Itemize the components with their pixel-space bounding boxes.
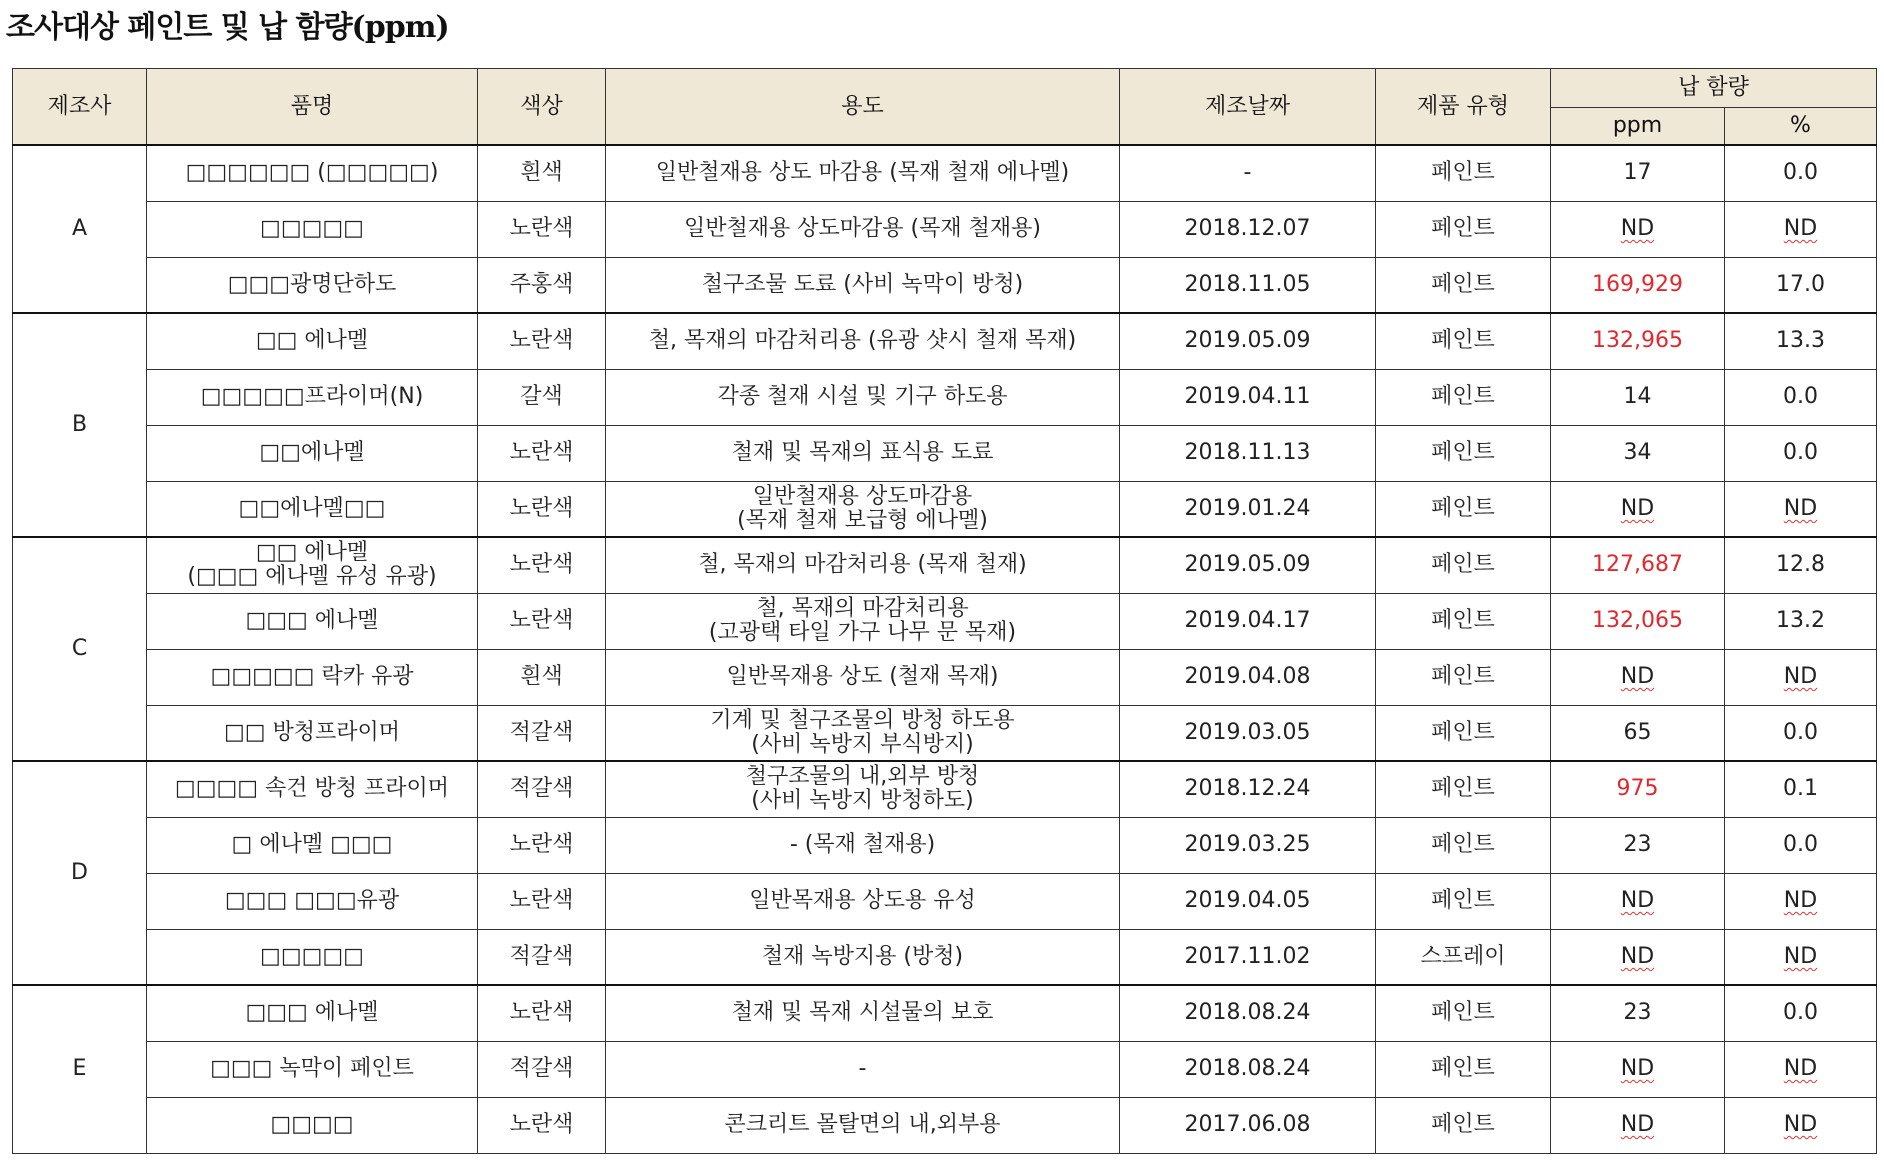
type-cell: 페인트 — [1376, 257, 1551, 313]
color-cell: 노란색 — [478, 425, 606, 481]
header-ppm: ppm — [1551, 108, 1725, 146]
date-cell: 2019.03.05 — [1120, 705, 1376, 761]
date-cell: 2019.03.25 — [1120, 817, 1376, 873]
date-cell: 2018.08.24 — [1120, 1041, 1376, 1097]
pct-cell: 0.1 — [1725, 761, 1877, 817]
table-row — [13, 1041, 1877, 1097]
type-cell: 페인트 — [1376, 201, 1551, 257]
date-cell: 2018.11.13 — [1120, 425, 1376, 481]
header-product: 품명 — [147, 69, 478, 146]
date-cell: 2018.12.24 — [1120, 761, 1376, 817]
table-row — [13, 593, 1877, 649]
table-header — [13, 69, 1877, 146]
ppm-cell: 65 — [1551, 705, 1725, 761]
product-cell: □□□□□□ (□□□□□) — [147, 145, 478, 201]
table-row — [13, 145, 1877, 201]
product-cell: □□ 에나멜 (□□□ 에나멜 유성 유광) — [147, 537, 478, 593]
type-cell: 페인트 — [1376, 593, 1551, 649]
ppm-cell: ND — [1551, 1097, 1725, 1153]
ppm-cell: 17 — [1551, 145, 1725, 201]
product-cell: □□에나멜 — [147, 425, 478, 481]
maker-cell: A — [13, 145, 147, 313]
color-cell: 적갈색 — [478, 705, 606, 761]
maker-cell: E — [13, 985, 147, 1153]
ppm-cell: ND — [1551, 929, 1725, 985]
product-cell: □□□□□프라이머(N) — [147, 369, 478, 425]
color-cell: 적갈색 — [478, 929, 606, 985]
product-cell: □□□□ 속건 방청 프라이머 — [147, 761, 478, 817]
product-cell: □□□□ — [147, 1097, 478, 1153]
type-cell: 페인트 — [1376, 1041, 1551, 1097]
product-cell: □□ 에나멜 — [147, 313, 478, 369]
table-row — [13, 761, 1877, 817]
use-cell: 철재 및 목재 시설물의 보호 — [606, 985, 1120, 1041]
ppm-cell: 169,929 — [1551, 257, 1725, 313]
type-cell: 페인트 — [1376, 425, 1551, 481]
ppm-cell: 975 — [1551, 761, 1725, 817]
pct-cell: 0.0 — [1725, 817, 1877, 873]
color-cell: 노란색 — [478, 985, 606, 1041]
header-pct: % — [1725, 108, 1877, 146]
table-row — [13, 705, 1877, 761]
date-cell: 2017.06.08 — [1120, 1097, 1376, 1153]
color-cell: 노란색 — [478, 313, 606, 369]
use-cell: - (목재 철재용) — [606, 817, 1120, 873]
type-cell: 페인트 — [1376, 649, 1551, 705]
table-row — [13, 313, 1877, 369]
pct-cell: ND — [1725, 1097, 1877, 1153]
type-cell: 페인트 — [1376, 369, 1551, 425]
header-type: 제품 유형 — [1376, 69, 1551, 146]
pct-cell: 12.8 — [1725, 537, 1877, 593]
type-cell: 페인트 — [1376, 1097, 1551, 1153]
pct-cell: 0.0 — [1725, 705, 1877, 761]
color-cell: 갈색 — [478, 369, 606, 425]
ppm-cell: 23 — [1551, 985, 1725, 1041]
ppm-cell: 23 — [1551, 817, 1725, 873]
color-cell: 흰색 — [478, 145, 606, 201]
date-cell: 2019.04.17 — [1120, 593, 1376, 649]
table-row — [13, 257, 1877, 313]
color-cell: 적갈색 — [478, 761, 606, 817]
color-cell: 노란색 — [478, 817, 606, 873]
type-cell: 페인트 — [1376, 817, 1551, 873]
product-cell: □□ 방청프라이머 — [147, 705, 478, 761]
type-cell: 페인트 — [1376, 873, 1551, 929]
color-cell: 노란색 — [478, 537, 606, 593]
header-date: 제조날짜 — [1120, 69, 1376, 146]
pct-cell: 17.0 — [1725, 257, 1877, 313]
ppm-cell: 14 — [1551, 369, 1725, 425]
pct-cell: ND — [1725, 481, 1877, 537]
type-cell: 페인트 — [1376, 985, 1551, 1041]
use-cell: - — [606, 1041, 1120, 1097]
header-lead: 납 함량 — [1551, 69, 1877, 108]
color-cell: 노란색 — [478, 593, 606, 649]
date-cell: 2019.04.11 — [1120, 369, 1376, 425]
pct-cell: ND — [1725, 873, 1877, 929]
use-cell: 철구조물 도료 (사비 녹막이 방청) — [606, 257, 1120, 313]
lead-content-table — [12, 68, 1877, 1154]
ppm-cell: ND — [1551, 201, 1725, 257]
ppm-cell: 127,687 — [1551, 537, 1725, 593]
header-color: 색상 — [478, 69, 606, 146]
product-cell: □□□□□ — [147, 201, 478, 257]
date-cell: - — [1120, 145, 1376, 201]
color-cell: 노란색 — [478, 481, 606, 537]
use-cell: 일반철재용 상도 마감용 (목재 철재 에나멜) — [606, 145, 1120, 201]
table-row — [13, 425, 1877, 481]
type-cell: 페인트 — [1376, 145, 1551, 201]
product-cell: □□□□□ 락카 유광 — [147, 649, 478, 705]
ppm-cell: ND — [1551, 1041, 1725, 1097]
ppm-cell: 132,065 — [1551, 593, 1725, 649]
table-row — [13, 1097, 1877, 1153]
product-cell: □□에나멜□□ — [147, 481, 478, 537]
use-cell: 각종 철재 시설 및 기구 하도용 — [606, 369, 1120, 425]
table-row — [13, 817, 1877, 873]
product-cell: □□□ 녹막이 페인트 — [147, 1041, 478, 1097]
type-cell: 페인트 — [1376, 313, 1551, 369]
color-cell: 노란색 — [478, 201, 606, 257]
table-row — [13, 481, 1877, 537]
table-row — [13, 985, 1877, 1041]
type-cell: 페인트 — [1376, 705, 1551, 761]
product-cell: □ 에나멜 □□□ — [147, 817, 478, 873]
table-body — [13, 145, 1877, 1153]
date-cell: 2019.01.24 — [1120, 481, 1376, 537]
table-row — [13, 369, 1877, 425]
pct-cell: 0.0 — [1725, 425, 1877, 481]
use-cell: 일반철재용 상도마감용 (목재 철재용) — [606, 201, 1120, 257]
header-maker: 제조사 — [13, 69, 147, 146]
use-cell: 일반목재용 상도용 유성 — [606, 873, 1120, 929]
table-row — [13, 201, 1877, 257]
type-cell: 페인트 — [1376, 537, 1551, 593]
ppm-cell: ND — [1551, 873, 1725, 929]
ppm-cell: ND — [1551, 481, 1725, 537]
product-cell: □□□ 에나멜 — [147, 593, 478, 649]
product-cell: □□□광명단하도 — [147, 257, 478, 313]
use-cell: 철재 녹방지용 (방청) — [606, 929, 1120, 985]
pct-cell: 13.2 — [1725, 593, 1877, 649]
use-cell: 일반목재용 상도 (철재 목재) — [606, 649, 1120, 705]
date-cell: 2019.05.09 — [1120, 537, 1376, 593]
ppm-cell: 34 — [1551, 425, 1725, 481]
ppm-cell: 132,965 — [1551, 313, 1725, 369]
maker-cell: D — [13, 761, 147, 985]
product-cell: □□□□□ — [147, 929, 478, 985]
ppm-cell: ND — [1551, 649, 1725, 705]
maker-cell: C — [13, 537, 147, 761]
use-cell: 철재 및 목재의 표식용 도료 — [606, 425, 1120, 481]
use-cell: 철, 목재의 마감처리용 (고광택 타일 가구 나무 문 목재) — [606, 593, 1120, 649]
pct-cell: 0.0 — [1725, 369, 1877, 425]
pct-cell: ND — [1725, 649, 1877, 705]
color-cell: 주홍색 — [478, 257, 606, 313]
color-cell: 노란색 — [478, 873, 606, 929]
header-use: 용도 — [606, 69, 1120, 146]
pct-cell: 0.0 — [1725, 145, 1877, 201]
type-cell: 페인트 — [1376, 761, 1551, 817]
page-title: 조사대상 페인트 및 납 함량(ppm) — [6, 10, 449, 45]
pct-cell: ND — [1725, 1041, 1877, 1097]
use-cell: 철, 목재의 마감처리용 (목재 철재) — [606, 537, 1120, 593]
color-cell: 노란색 — [478, 1097, 606, 1153]
type-cell: 페인트 — [1376, 481, 1551, 537]
type-cell: 스프레이 — [1376, 929, 1551, 985]
date-cell: 2018.12.07 — [1120, 201, 1376, 257]
date-cell: 2017.11.02 — [1120, 929, 1376, 985]
pct-cell: ND — [1725, 929, 1877, 985]
product-cell: □□□ □□□유광 — [147, 873, 478, 929]
use-cell: 콘크리트 몰탈면의 내,외부용 — [606, 1097, 1120, 1153]
table-row — [13, 929, 1877, 985]
use-cell: 철구조물의 내,외부 방청 (사비 녹방지 방청하도) — [606, 761, 1120, 817]
color-cell: 흰색 — [478, 649, 606, 705]
maker-cell: B — [13, 313, 147, 537]
product-cell: □□□ 에나멜 — [147, 985, 478, 1041]
table-row — [13, 873, 1877, 929]
pct-cell: 13.3 — [1725, 313, 1877, 369]
date-cell: 2018.08.24 — [1120, 985, 1376, 1041]
date-cell: 2019.04.05 — [1120, 873, 1376, 929]
table-row — [13, 537, 1877, 593]
date-cell: 2019.05.09 — [1120, 313, 1376, 369]
use-cell: 일반철재용 상도마감용 (목재 철재 보급형 에나멜) — [606, 481, 1120, 537]
pct-cell: ND — [1725, 201, 1877, 257]
date-cell: 2018.11.05 — [1120, 257, 1376, 313]
table-row — [13, 649, 1877, 705]
date-cell: 2019.04.08 — [1120, 649, 1376, 705]
pct-cell: 0.0 — [1725, 985, 1877, 1041]
color-cell: 적갈색 — [478, 1041, 606, 1097]
use-cell: 철, 목재의 마감처리용 (유광 샷시 철재 목재) — [606, 313, 1120, 369]
use-cell: 기계 및 철구조물의 방청 하도용 (사비 녹방지 부식방지) — [606, 705, 1120, 761]
